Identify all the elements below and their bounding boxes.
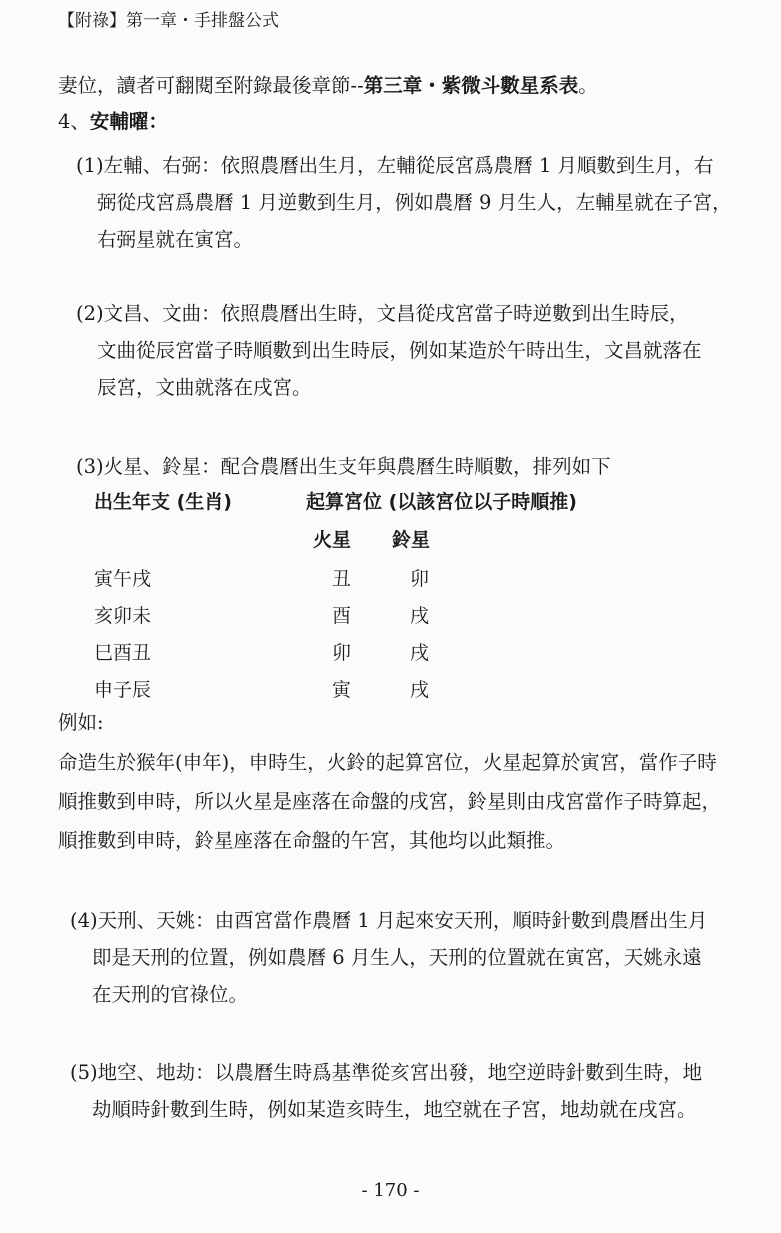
- section-title: 安輔曜：: [89, 110, 168, 133]
- table-header-left: 出生年支 (生肖): [94, 491, 232, 513]
- item-1-line-3: 右弼星就在寅宮。: [97, 228, 254, 251]
- example-line-2: 順推數到申時，所以火星是座落在命盤的戌宮，鈴星則由戌宮當作子時算起，: [58, 790, 722, 813]
- example-line-3: 順推數到申時，鈴星座落在命盤的午宮，其他均以此類推。: [58, 829, 566, 852]
- intro-line: [58, 70, 598, 98]
- item-2-line-2: 文曲從辰宮當子時順數到出生時辰，例如某造於午時出生，文昌就落在: [97, 339, 702, 362]
- table-row-2-bell: 戌: [410, 605, 430, 627]
- table-row-2-fire: 酉: [332, 605, 352, 627]
- item-1-line-1: (1)左輔、右弼：依照農曆出生月，左輔從辰宮爲農曆 1 月順數到生月，右: [76, 154, 714, 177]
- item-4-line-2: 即是天刑的位置，例如農曆 6 月生人，天刑的位置就在寅宮，天姚永遠: [92, 946, 702, 969]
- item-2-line-1: (2)文昌、文曲：依照農曆出生時，文昌從戌宮當子時逆數到出生時辰，: [76, 302, 689, 325]
- item-4-line-3: 在天刑的官祿位。: [92, 983, 249, 1006]
- table-row-4-fire: 寅: [332, 679, 352, 701]
- item-5-line-1: (5)地空、地劫：以農曆生時爲基準從亥宮出發，地空逆時針數到生時，地: [70, 1061, 703, 1084]
- table-row-1-years: 寅午戌: [94, 568, 152, 590]
- table-row-1-bell: 卯: [410, 568, 430, 590]
- table-header-right: 起算宮位 (以該宮位以子時順推): [306, 491, 577, 513]
- intro-tail: 。: [578, 74, 598, 97]
- table-row-3-bell: 戌: [410, 642, 430, 664]
- item-4-line-1: (4)天刑、天姚：由酉宮當作農曆 1 月起來安天刑，順時針數到農曆出生月: [70, 909, 708, 932]
- table-row-3-fire: 卯: [332, 642, 352, 664]
- column-bell-star: 鈴星: [392, 529, 431, 551]
- table-row-2-years: 亥卯未: [94, 605, 152, 627]
- example-label: 例如:: [58, 711, 104, 734]
- running-head: 【附祿】第一章・手排盤公式: [58, 11, 279, 31]
- table-row-4-bell: 戌: [410, 679, 430, 701]
- table-row-1-fire: 丑: [332, 568, 352, 590]
- section-number: 4、: [58, 110, 90, 133]
- item-2-line-3: 辰宮，文曲就落在戌宮。: [97, 376, 312, 399]
- table-row-3-years: 巳酉丑: [94, 642, 152, 664]
- intro-text: 妻位，讀者可翻閱至附錄最後章節--: [58, 74, 364, 97]
- example-line-1: 命造生於猴年(申年)，申時生，火鈴的起算宮位，火星起算於寅宮，當作子時: [58, 751, 717, 774]
- intro-bold-reference: 第三章・紫微斗數星系表: [363, 74, 579, 97]
- page-number: - 170 -: [361, 1180, 420, 1201]
- item-1-line-2: 弼從戌宮爲農曆 1 月逆數到生月，例如農曆 9 月生人，左輔星就在子宮，: [97, 191, 732, 214]
- item-3-line-1: (3)火星、鈴星：配合農曆出生支年與農曆生時順數，排列如下: [76, 455, 611, 478]
- column-fire-star: 火星: [313, 529, 352, 551]
- section-heading: [58, 106, 168, 134]
- table-row-4-years: 申子辰: [94, 679, 152, 701]
- item-5-line-2: 劫順時針數到生時，例如某造亥時生，地空就在子宮，地劫就在戌宮。: [92, 1098, 697, 1121]
